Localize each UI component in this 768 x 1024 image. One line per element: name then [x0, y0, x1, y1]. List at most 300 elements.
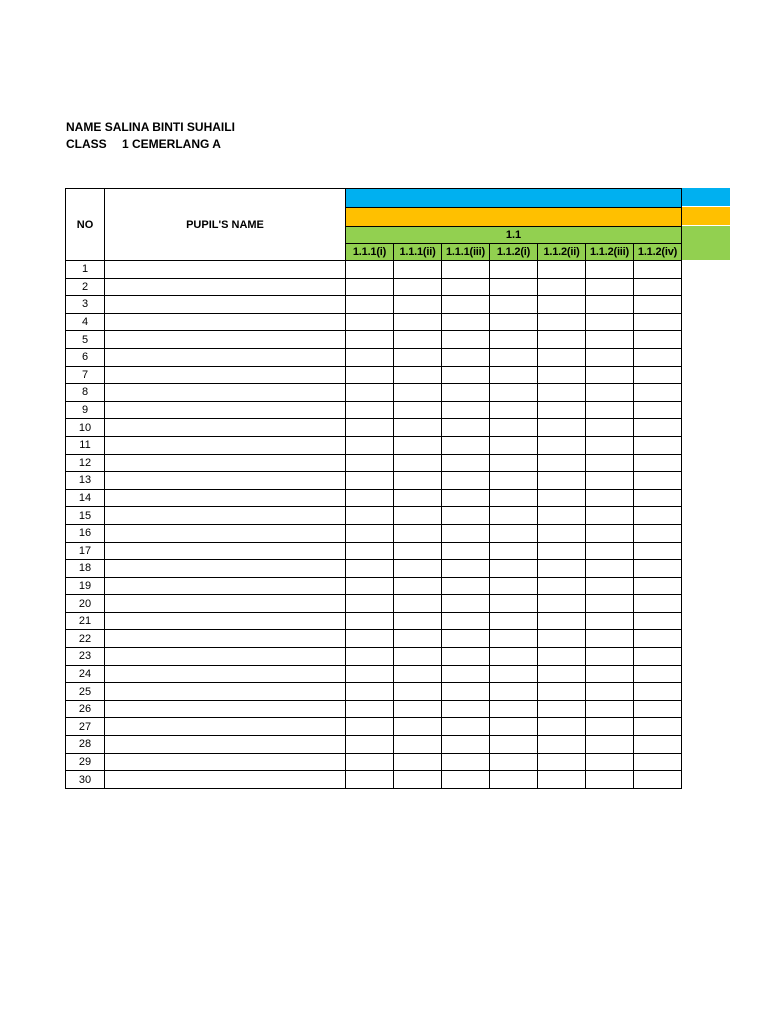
table-row: [66, 718, 682, 736]
table-row: [66, 348, 682, 366]
score-cell[interactable]: [346, 630, 394, 648]
score-cell[interactable]: [634, 331, 682, 349]
student-class-line: [66, 137, 221, 151]
table-row: [66, 436, 682, 454]
score-cell[interactable]: [394, 472, 442, 490]
score-cell[interactable]: [490, 489, 538, 507]
pupil-name-cell[interactable]: [105, 612, 346, 630]
score-cell[interactable]: [634, 436, 682, 454]
table-row: [66, 630, 682, 648]
score-cell[interactable]: [346, 736, 394, 754]
score-cell[interactable]: [634, 612, 682, 630]
score-cell[interactable]: [394, 630, 442, 648]
score-cell[interactable]: [586, 524, 634, 542]
score-cell[interactable]: [586, 489, 634, 507]
score-cell[interactable]: [394, 560, 442, 578]
score-cell[interactable]: [346, 542, 394, 560]
pupil-name-cell[interactable]: [105, 736, 346, 754]
score-cell[interactable]: [538, 595, 586, 613]
pupil-name-cell[interactable]: [105, 507, 346, 525]
table-row: [66, 736, 682, 754]
score-cell[interactable]: [634, 384, 682, 402]
score-cell[interactable]: [346, 524, 394, 542]
sub-header-cell: 1.1.1(i): [346, 244, 394, 261]
pupil-name-cell[interactable]: [105, 489, 346, 507]
score-cell[interactable]: [346, 401, 394, 419]
score-cell[interactable]: [442, 577, 490, 595]
score-cell[interactable]: [442, 700, 490, 718]
row-number: 7: [66, 366, 105, 384]
score-cell[interactable]: [586, 348, 634, 366]
pupil-name-cell[interactable]: [105, 595, 346, 613]
table-row: [66, 524, 682, 542]
score-cell[interactable]: [538, 560, 586, 578]
score-cell[interactable]: [346, 436, 394, 454]
table-row: [66, 401, 682, 419]
score-cell[interactable]: [442, 454, 490, 472]
score-cell[interactable]: [586, 436, 634, 454]
score-cell[interactable]: [442, 261, 490, 279]
score-cell[interactable]: [394, 665, 442, 683]
score-cell[interactable]: [538, 331, 586, 349]
score-cell[interactable]: [490, 296, 538, 314]
score-cell[interactable]: [538, 700, 586, 718]
row-number: 28: [66, 736, 105, 754]
score-cell[interactable]: [490, 683, 538, 701]
score-cell[interactable]: [490, 331, 538, 349]
sub-header-cell: 1.1.2(iii): [586, 244, 634, 261]
score-cell[interactable]: [394, 489, 442, 507]
score-cell[interactable]: [538, 401, 586, 419]
score-cell[interactable]: [442, 348, 490, 366]
table-row: [66, 771, 682, 789]
score-cell[interactable]: [586, 771, 634, 789]
score-cell[interactable]: [346, 384, 394, 402]
score-cell[interactable]: [346, 489, 394, 507]
score-cell[interactable]: [538, 648, 586, 666]
score-cell[interactable]: [538, 665, 586, 683]
group-header: 1.1: [346, 227, 682, 244]
score-cell[interactable]: [586, 296, 634, 314]
score-cell[interactable]: [442, 401, 490, 419]
score-cell[interactable]: [538, 718, 586, 736]
score-cell[interactable]: [490, 261, 538, 279]
score-cell[interactable]: [442, 736, 490, 754]
score-cell[interactable]: [442, 665, 490, 683]
score-cell[interactable]: [634, 718, 682, 736]
score-cell[interactable]: [586, 454, 634, 472]
score-cell[interactable]: [586, 595, 634, 613]
name-label: NAME: [66, 120, 102, 134]
score-cell[interactable]: [346, 348, 394, 366]
pupil-name-cell[interactable]: [105, 718, 346, 736]
score-cell[interactable]: [346, 454, 394, 472]
score-cell[interactable]: [538, 771, 586, 789]
score-cell[interactable]: [346, 665, 394, 683]
score-cell[interactable]: [394, 419, 442, 437]
score-cell[interactable]: [442, 524, 490, 542]
row-number: 27: [66, 718, 105, 736]
row-number: 12: [66, 454, 105, 472]
score-cell[interactable]: [394, 577, 442, 595]
pupil-name-cell[interactable]: [105, 648, 346, 666]
row-number: 9: [66, 401, 105, 419]
pupil-name-cell[interactable]: [105, 278, 346, 296]
score-cell[interactable]: [538, 313, 586, 331]
pupil-name-cell[interactable]: [105, 542, 346, 560]
score-cell[interactable]: [634, 261, 682, 279]
score-cell[interactable]: [586, 366, 634, 384]
score-cell[interactable]: [538, 507, 586, 525]
score-cell[interactable]: [490, 419, 538, 437]
score-cell[interactable]: [586, 648, 634, 666]
row-number: 15: [66, 507, 105, 525]
table-row: [66, 384, 682, 402]
score-cell[interactable]: [394, 683, 442, 701]
score-cell[interactable]: [490, 454, 538, 472]
score-cell[interactable]: [346, 612, 394, 630]
score-cell[interactable]: [394, 348, 442, 366]
score-cell[interactable]: [490, 700, 538, 718]
pupil-name-cell[interactable]: [105, 683, 346, 701]
score-cell[interactable]: [634, 771, 682, 789]
score-cell[interactable]: [490, 612, 538, 630]
score-cell[interactable]: [442, 542, 490, 560]
table-row: [66, 648, 682, 666]
pupil-name-cell[interactable]: [105, 419, 346, 437]
score-cell[interactable]: [538, 261, 586, 279]
pupil-name-cell[interactable]: [105, 630, 346, 648]
score-cell[interactable]: [538, 454, 586, 472]
score-cell[interactable]: [634, 683, 682, 701]
table-row: [66, 753, 682, 771]
score-cell[interactable]: [586, 507, 634, 525]
score-cell[interactable]: [586, 718, 634, 736]
orange-band: [346, 208, 682, 227]
orange-band-extension: [682, 207, 730, 225]
score-cell[interactable]: [346, 683, 394, 701]
score-cell[interactable]: [442, 296, 490, 314]
score-cell[interactable]: [634, 577, 682, 595]
score-cell[interactable]: [586, 384, 634, 402]
sub-header-cell: 1.1.1(ii): [394, 244, 442, 261]
score-cell[interactable]: [634, 595, 682, 613]
score-cell[interactable]: [586, 278, 634, 296]
score-cell[interactable]: [490, 630, 538, 648]
score-cell[interactable]: [538, 419, 586, 437]
score-cell[interactable]: [442, 648, 490, 666]
score-cell[interactable]: [394, 736, 442, 754]
pupil-name-cell[interactable]: [105, 753, 346, 771]
table-row: [66, 560, 682, 578]
name-value: SALINA BINTI SUHAILI: [104, 120, 235, 134]
score-cell[interactable]: [442, 278, 490, 296]
score-cell[interactable]: [586, 683, 634, 701]
table-row: [66, 419, 682, 437]
score-cell[interactable]: [538, 296, 586, 314]
pupil-name-cell[interactable]: [105, 261, 346, 279]
score-cell[interactable]: [394, 454, 442, 472]
row-number: 3: [66, 296, 105, 314]
score-cell[interactable]: [442, 489, 490, 507]
score-cell[interactable]: [346, 313, 394, 331]
score-cell[interactable]: [346, 331, 394, 349]
score-cell[interactable]: [586, 577, 634, 595]
table-row: [66, 366, 682, 384]
score-cell[interactable]: [394, 436, 442, 454]
score-cell[interactable]: [586, 261, 634, 279]
table-row: [66, 296, 682, 314]
score-cell[interactable]: [586, 753, 634, 771]
score-cell[interactable]: [490, 524, 538, 542]
score-cell[interactable]: [490, 542, 538, 560]
score-cell[interactable]: [442, 718, 490, 736]
score-cell[interactable]: [634, 401, 682, 419]
score-cell[interactable]: [586, 313, 634, 331]
score-cell[interactable]: [586, 472, 634, 490]
score-cell[interactable]: [394, 542, 442, 560]
score-cell[interactable]: [346, 771, 394, 789]
row-number: 8: [66, 384, 105, 402]
score-cell[interactable]: [442, 366, 490, 384]
score-cell[interactable]: [394, 524, 442, 542]
score-cell[interactable]: [634, 753, 682, 771]
score-cell[interactable]: [394, 384, 442, 402]
pupil-name-cell[interactable]: [105, 560, 346, 578]
row-number: 26: [66, 700, 105, 718]
pupil-name-cell[interactable]: [105, 524, 346, 542]
score-cell[interactable]: [394, 612, 442, 630]
score-cell[interactable]: [634, 313, 682, 331]
row-number: 29: [66, 753, 105, 771]
score-cell[interactable]: [346, 718, 394, 736]
score-cell[interactable]: [634, 524, 682, 542]
score-cell[interactable]: [394, 401, 442, 419]
score-cell[interactable]: [490, 648, 538, 666]
score-cell[interactable]: [442, 683, 490, 701]
score-cell[interactable]: [490, 366, 538, 384]
score-cell[interactable]: [538, 366, 586, 384]
pupil-name-cell[interactable]: [105, 700, 346, 718]
score-cell[interactable]: [490, 560, 538, 578]
score-cell[interactable]: [490, 665, 538, 683]
row-number: 13: [66, 472, 105, 490]
score-cell[interactable]: [442, 331, 490, 349]
score-cell[interactable]: [634, 278, 682, 296]
pupil-name-cell[interactable]: [105, 436, 346, 454]
score-cell[interactable]: [634, 296, 682, 314]
score-cell[interactable]: [490, 736, 538, 754]
score-cell[interactable]: [442, 384, 490, 402]
score-cell[interactable]: [538, 472, 586, 490]
row-number: 1: [66, 261, 105, 279]
score-cell[interactable]: [490, 595, 538, 613]
green-band-extension: [682, 226, 730, 260]
score-cell[interactable]: [538, 736, 586, 754]
score-cell[interactable]: [346, 507, 394, 525]
score-cell[interactable]: [394, 753, 442, 771]
score-cell[interactable]: [346, 648, 394, 666]
score-cell[interactable]: [346, 261, 394, 279]
score-cell[interactable]: [394, 771, 442, 789]
score-cell[interactable]: [346, 577, 394, 595]
score-cell[interactable]: [394, 331, 442, 349]
pupil-name-cell[interactable]: [105, 348, 346, 366]
pupil-name-cell[interactable]: [105, 366, 346, 384]
pupil-name-cell[interactable]: [105, 296, 346, 314]
pupil-name-cell[interactable]: [105, 472, 346, 490]
pupil-name-cell[interactable]: [105, 384, 346, 402]
score-cell[interactable]: [538, 577, 586, 595]
score-cell[interactable]: [490, 577, 538, 595]
score-cell[interactable]: [634, 542, 682, 560]
score-cell[interactable]: [394, 507, 442, 525]
score-cell[interactable]: [634, 648, 682, 666]
score-cell[interactable]: [538, 612, 586, 630]
row-number: 14: [66, 489, 105, 507]
score-cell[interactable]: [490, 384, 538, 402]
score-cell[interactable]: [538, 436, 586, 454]
row-number: 11: [66, 436, 105, 454]
score-cell[interactable]: [394, 700, 442, 718]
sub-header-cell: 1.1.1(iii): [442, 244, 490, 261]
score-cell[interactable]: [538, 542, 586, 560]
score-cell[interactable]: [490, 436, 538, 454]
score-cell[interactable]: [538, 384, 586, 402]
pupil-name-cell[interactable]: [105, 771, 346, 789]
score-cell[interactable]: [538, 683, 586, 701]
score-cell[interactable]: [346, 700, 394, 718]
score-cell[interactable]: [490, 753, 538, 771]
assessment-table: [65, 188, 682, 789]
table-row: [66, 278, 682, 296]
score-cell[interactable]: [490, 771, 538, 789]
score-cell[interactable]: [634, 560, 682, 578]
table-row: [66, 454, 682, 472]
score-cell[interactable]: [346, 278, 394, 296]
score-cell[interactable]: [538, 524, 586, 542]
pupil-rows: [66, 261, 682, 789]
score-cell[interactable]: [634, 630, 682, 648]
score-cell[interactable]: [394, 718, 442, 736]
table-row: [66, 507, 682, 525]
score-cell[interactable]: [634, 489, 682, 507]
score-cell[interactable]: [538, 630, 586, 648]
score-cell[interactable]: [634, 507, 682, 525]
score-cell[interactable]: [538, 753, 586, 771]
score-cell[interactable]: [442, 507, 490, 525]
row-number: 24: [66, 665, 105, 683]
score-cell[interactable]: [538, 348, 586, 366]
score-cell[interactable]: [538, 278, 586, 296]
score-cell[interactable]: [586, 612, 634, 630]
score-cell[interactable]: [586, 560, 634, 578]
score-cell[interactable]: [394, 261, 442, 279]
header-pupil-name: PUPIL'S NAME: [105, 189, 346, 261]
score-cell[interactable]: [394, 296, 442, 314]
score-cell[interactable]: [442, 419, 490, 437]
score-cell[interactable]: [394, 278, 442, 296]
pupil-name-cell[interactable]: [105, 331, 346, 349]
score-cell[interactable]: [346, 472, 394, 490]
score-cell[interactable]: [490, 278, 538, 296]
score-cell[interactable]: [586, 665, 634, 683]
score-cell[interactable]: [442, 612, 490, 630]
score-cell[interactable]: [586, 331, 634, 349]
pupil-name-cell[interactable]: [105, 454, 346, 472]
table-row: [66, 313, 682, 331]
score-cell[interactable]: [490, 718, 538, 736]
score-cell[interactable]: [586, 736, 634, 754]
score-cell[interactable]: [538, 489, 586, 507]
score-cell[interactable]: [442, 771, 490, 789]
sub-header-cell: 1.1.2(ii): [538, 244, 586, 261]
score-cell[interactable]: [586, 542, 634, 560]
score-cell[interactable]: [442, 630, 490, 648]
score-cell[interactable]: [634, 472, 682, 490]
score-cell[interactable]: [346, 595, 394, 613]
score-cell[interactable]: [634, 419, 682, 437]
header-no: NO: [66, 189, 105, 261]
score-cell[interactable]: [442, 472, 490, 490]
blue-band: [346, 189, 682, 208]
table-row: [66, 700, 682, 718]
score-cell[interactable]: [346, 753, 394, 771]
score-cell[interactable]: [586, 700, 634, 718]
score-cell[interactable]: [442, 313, 490, 331]
sub-header-cell: 1.1.2(iv): [634, 244, 682, 261]
score-cell[interactable]: [490, 472, 538, 490]
pupil-name-cell[interactable]: [105, 665, 346, 683]
score-cell[interactable]: [442, 753, 490, 771]
score-cell[interactable]: [490, 348, 538, 366]
score-cell[interactable]: [346, 560, 394, 578]
score-cell[interactable]: [394, 366, 442, 384]
class-label: CLASS: [66, 137, 107, 151]
score-cell[interactable]: [586, 419, 634, 437]
score-cell[interactable]: [634, 700, 682, 718]
score-cell[interactable]: [586, 401, 634, 419]
class-value: 1 CEMERLANG A: [122, 137, 221, 151]
score-cell[interactable]: [346, 419, 394, 437]
score-cell[interactable]: [346, 366, 394, 384]
score-cell[interactable]: [346, 296, 394, 314]
pupil-name-cell[interactable]: [105, 313, 346, 331]
row-number: 4: [66, 313, 105, 331]
score-cell[interactable]: [442, 436, 490, 454]
score-cell[interactable]: [490, 313, 538, 331]
score-cell[interactable]: [442, 595, 490, 613]
score-cell[interactable]: [634, 366, 682, 384]
score-cell[interactable]: [394, 595, 442, 613]
score-cell[interactable]: [490, 401, 538, 419]
row-number: 2: [66, 278, 105, 296]
row-number: 22: [66, 630, 105, 648]
score-cell[interactable]: [394, 648, 442, 666]
pupil-name-cell[interactable]: [105, 577, 346, 595]
score-cell[interactable]: [490, 507, 538, 525]
row-number: 25: [66, 683, 105, 701]
score-cell[interactable]: [634, 665, 682, 683]
pupil-name-cell[interactable]: [105, 401, 346, 419]
row-number: 21: [66, 612, 105, 630]
score-cell[interactable]: [394, 313, 442, 331]
score-cell[interactable]: [442, 560, 490, 578]
score-cell[interactable]: [634, 736, 682, 754]
score-cell[interactable]: [634, 348, 682, 366]
score-cell[interactable]: [586, 630, 634, 648]
score-cell[interactable]: [634, 454, 682, 472]
